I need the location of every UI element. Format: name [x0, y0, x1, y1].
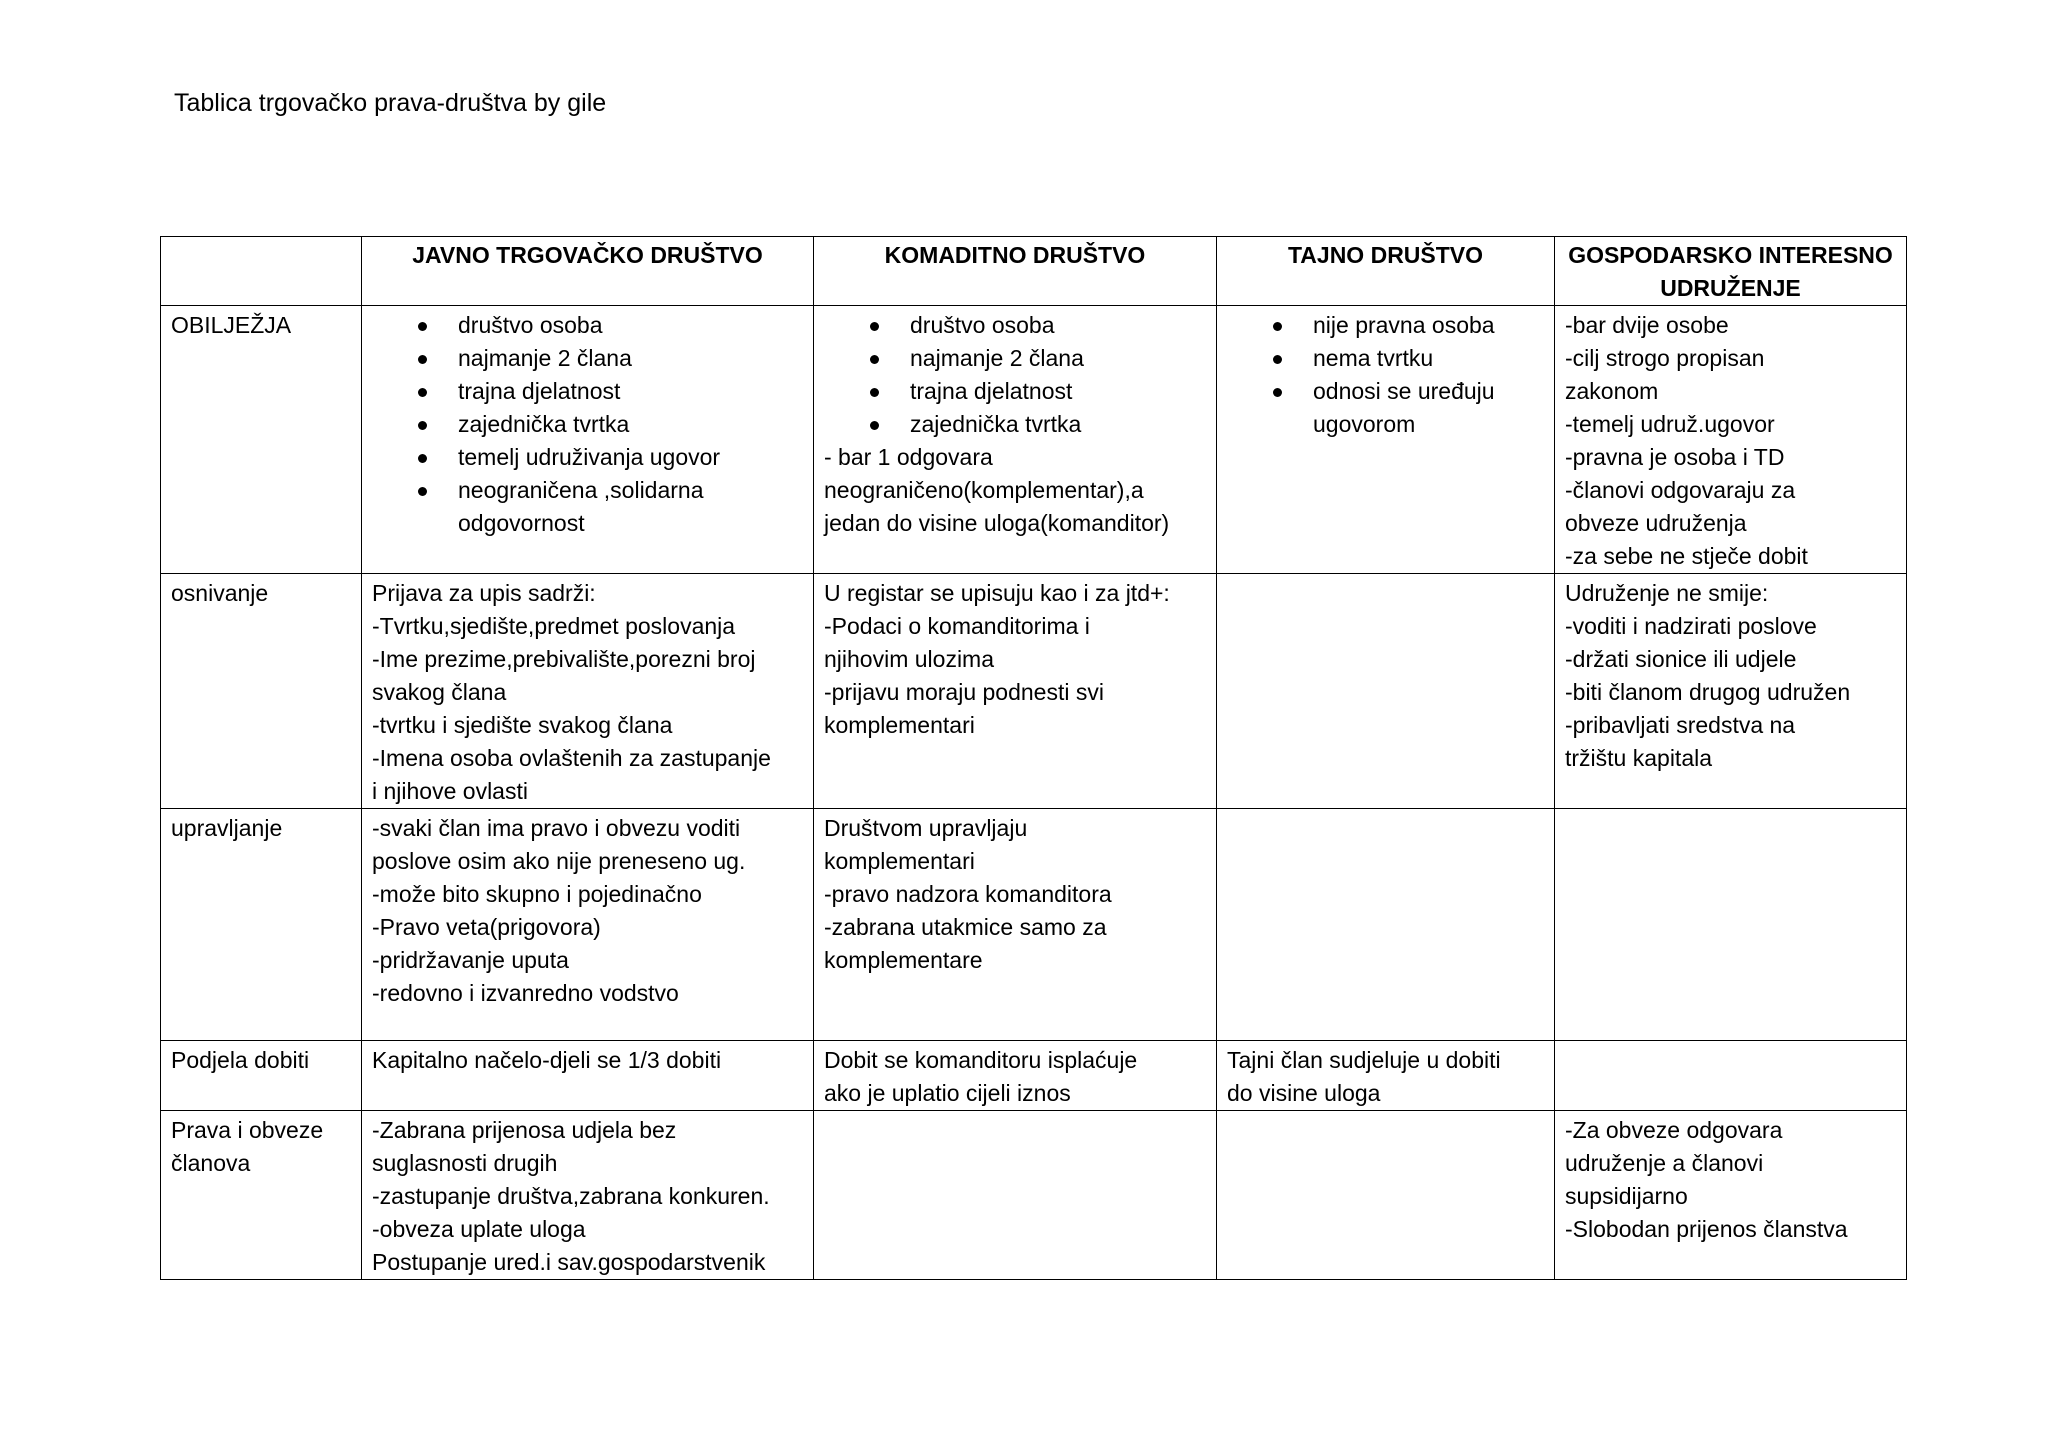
cell-text-line: tržištu kapitala: [1565, 745, 1713, 771]
cell-text-line: -pridržavanje uputa: [372, 947, 569, 973]
table-cell: [362, 809, 814, 1041]
cell-text-line: do visine uloga: [1227, 1080, 1381, 1106]
header-cell: JAVNO TRGOVAČKO DRUŠTVO: [362, 237, 814, 306]
cell-text-line: neograničeno(komplementar),a: [824, 477, 1144, 503]
bullet-text: zajednička tvrtka: [458, 411, 630, 437]
cell-text-line: zakonom: [1565, 378, 1659, 404]
table-cell: [1217, 809, 1555, 1041]
table-cell: [362, 306, 814, 574]
header-cell: KOMADITNO DRUŠTVO: [814, 237, 1217, 306]
bullet-item: [824, 375, 1206, 408]
bullet-item: [372, 375, 803, 408]
cell-text-line: komplementari: [824, 848, 975, 874]
table-cell: [1555, 1041, 1907, 1111]
bullet-dot-icon: [1273, 322, 1282, 331]
bullet-text: društvo osoba: [458, 312, 603, 338]
cell-text-line: -biti članom drugog udružen: [1565, 679, 1851, 705]
cell-text-line: udruženje a članovi: [1565, 1150, 1764, 1176]
bullet-list: [824, 309, 1206, 441]
cell-text-line: -Za obveze odgovara: [1565, 1117, 1783, 1143]
cell-text-line: Prijava za upis sadrži:: [372, 580, 596, 606]
row-label: [161, 306, 362, 574]
cell-text-line: Društvom upravljaju: [824, 815, 1028, 841]
bullet-text: najmanje 2 člana: [910, 345, 1084, 371]
cell-text-line: supsidijarno: [1565, 1183, 1688, 1209]
bullet-item: [824, 342, 1206, 375]
table-cell: [1217, 306, 1555, 574]
bullet-item: [1227, 342, 1544, 375]
bullet-text: zajednička tvrtka: [910, 411, 1082, 437]
bullet-item: [1227, 375, 1544, 441]
bullet-dot-icon: [1273, 388, 1282, 397]
bullet-text: trajna djelatnost: [910, 378, 1073, 404]
bullet-item: [372, 474, 803, 540]
table-row: [161, 809, 1907, 1041]
bullet-text: nije pravna osoba: [1313, 312, 1495, 338]
bullet-text: trajna djelatnost: [458, 378, 621, 404]
table-cell: [1217, 1041, 1555, 1111]
bullet-item: [824, 408, 1206, 441]
bullet-text: neograničena ,solidarna odgovornost: [458, 477, 704, 536]
cell-text-line: - bar 1 odgovara: [824, 444, 993, 470]
table-cell: [362, 1111, 814, 1280]
row-label-text: Podjela dobiti: [171, 1047, 310, 1073]
cell-text-line: -tvrtku i sjedište svakog člana: [372, 712, 673, 738]
row-label: [161, 1041, 362, 1111]
bullet-item: [372, 408, 803, 441]
row-label-text: osnivanje: [171, 580, 269, 606]
table-cell: [1555, 306, 1907, 574]
bullet-dot-icon: [870, 322, 879, 331]
cell-text-line: -Zabrana prijenosa udjela bez: [372, 1117, 677, 1143]
cell-text-line: -pravo nadzora komanditora: [824, 881, 1112, 907]
row-label-text: Prava i obveze članova: [171, 1117, 324, 1176]
table-row: [161, 1041, 1907, 1111]
bullet-dot-icon: [418, 454, 427, 463]
cell-text-line: -Imena osoba ovlaštenih za zastupanje: [372, 745, 771, 771]
comparison-table: [160, 236, 1907, 1280]
table-cell: [1555, 1111, 1907, 1280]
row-label: [161, 809, 362, 1041]
table-body: [161, 306, 1907, 1280]
bullet-item: [372, 342, 803, 375]
bullet-dot-icon: [1273, 355, 1282, 364]
cell-text-line: -Pravo veta(prigovora): [372, 914, 601, 940]
cell-text-line: -može bito skupno i pojedinačno: [372, 881, 702, 907]
cell-text-line: -zastupanje društva,zabrana konkuren.: [372, 1183, 770, 1209]
cell-text-line: -Ime prezime,prebivalište,porezni broj: [372, 646, 756, 672]
cell-text-line: -Podaci o komanditorima i: [824, 613, 1090, 639]
bullet-item: [824, 309, 1206, 342]
cell-text-line: -temelj udruž.ugovor: [1565, 411, 1775, 437]
bullet-text: nema tvrtku: [1313, 345, 1434, 371]
table-cell: [814, 1041, 1217, 1111]
table-cell: [1217, 574, 1555, 809]
bullet-dot-icon: [418, 388, 427, 397]
cell-text-line: -Slobodan prijenos članstva: [1565, 1216, 1848, 1242]
cell-text-line: -redovno i izvanredno vodstvo: [372, 980, 679, 1006]
bullet-text: društvo osoba: [910, 312, 1055, 338]
cell-text-line: i njihove ovlasti: [372, 778, 528, 804]
cell-text-line: -Tvrtku,sjedište,predmet poslovanja: [372, 613, 736, 639]
cell-text-line: poslove osim ako nije preneseno ug.: [372, 848, 746, 874]
bullet-dot-icon: [418, 322, 427, 331]
bullet-list: [1227, 309, 1544, 441]
cell-text-line: obveze udruženja: [1565, 510, 1747, 536]
cell-text-line: ako je uplatio cijeli iznos: [824, 1080, 1071, 1106]
cell-text-line: -svaki član ima pravo i obvezu voditi: [372, 815, 741, 841]
bullet-list: [372, 309, 803, 540]
cell-text-line: -bar dvije osobe: [1565, 312, 1729, 338]
cell-text-line: suglasnosti drugih: [372, 1150, 558, 1176]
bullet-item: [1227, 309, 1544, 342]
cell-text-line: -držati sionice ili udjele: [1565, 646, 1797, 672]
table-header-row: [161, 237, 1907, 306]
cell-text-line: -prijavu moraju podnesti svi: [824, 679, 1104, 705]
document-title: Tablica trgovačko prava-društva by gile: [174, 89, 607, 117]
table-cell: [814, 809, 1217, 1041]
bullet-text: temelj udruživanja ugovor: [458, 444, 721, 470]
table-cell: [814, 574, 1217, 809]
table-cell: [1217, 1111, 1555, 1280]
cell-text-line: -zabrana utakmice samo za: [824, 914, 1107, 940]
bullet-dot-icon: [870, 388, 879, 397]
bullet-item: [372, 309, 803, 342]
table-row: [161, 574, 1907, 809]
cell-text-line: Postupanje ured.i sav.gospodarstvenik: [372, 1249, 766, 1275]
cell-text-line: -pribavljati sredstva na: [1565, 712, 1796, 738]
table-cell: [362, 574, 814, 809]
cell-text-line: Kapitalno načelo-djeli se 1/3 dobiti: [372, 1047, 722, 1073]
bullet-text: odnosi se uređuju ugovorom: [1313, 378, 1495, 437]
cell-text-line: svakog člana: [372, 679, 507, 705]
cell-text-line: njihovim ulozima: [824, 646, 995, 672]
cell-text-line: -pravna je osoba i TD: [1565, 444, 1785, 470]
header-cell-empty: [161, 237, 362, 306]
row-label: [161, 1111, 362, 1280]
bullet-dot-icon: [418, 487, 427, 496]
table-cell: [1555, 574, 1907, 809]
cell-text-line: U registar se upisuju kao i za jtd+:: [824, 580, 1170, 606]
cell-text-line: -obveza uplate uloga: [372, 1216, 586, 1242]
cell-text-line: komplementare: [824, 947, 983, 973]
row-label: [161, 574, 362, 809]
bullet-dot-icon: [418, 355, 427, 364]
cell-text-line: -voditi i nadzirati poslove: [1565, 613, 1817, 639]
table-cell: [362, 1041, 814, 1111]
cell-text-line: jedan do visine uloga(komanditor): [824, 510, 1170, 536]
cell-text-line: -cilj strogo propisan: [1565, 345, 1765, 371]
table-cell: [814, 306, 1217, 574]
row-label-text: OBILJEŽJA: [171, 312, 292, 338]
table-row: [161, 1111, 1907, 1280]
table-cell: [1555, 809, 1907, 1041]
cell-text-line: Udruženje ne smije:: [1565, 580, 1769, 606]
cell-text-line: Dobit se komanditoru isplaćuje: [824, 1047, 1138, 1073]
bullet-dot-icon: [870, 355, 879, 364]
header-cell: GOSPODARSKO INTERESNO UDRUŽENJE: [1555, 237, 1907, 306]
cell-text-line: -članovi odgovaraju za: [1565, 477, 1796, 503]
cell-text-line: komplementari: [824, 712, 975, 738]
bullet-item: [372, 441, 803, 474]
bullet-dot-icon: [418, 421, 427, 430]
table-row: [161, 306, 1907, 574]
row-label-text: upravljanje: [171, 815, 283, 841]
cell-text-line: Tajni član sudjeluje u dobiti: [1227, 1047, 1501, 1073]
header-cell: TAJNO DRUŠTVO: [1217, 237, 1555, 306]
cell-text-line: -za sebe ne stječe dobit: [1565, 543, 1808, 569]
bullet-text: najmanje 2 člana: [458, 345, 632, 371]
bullet-dot-icon: [870, 421, 879, 430]
table-cell: [814, 1111, 1217, 1280]
